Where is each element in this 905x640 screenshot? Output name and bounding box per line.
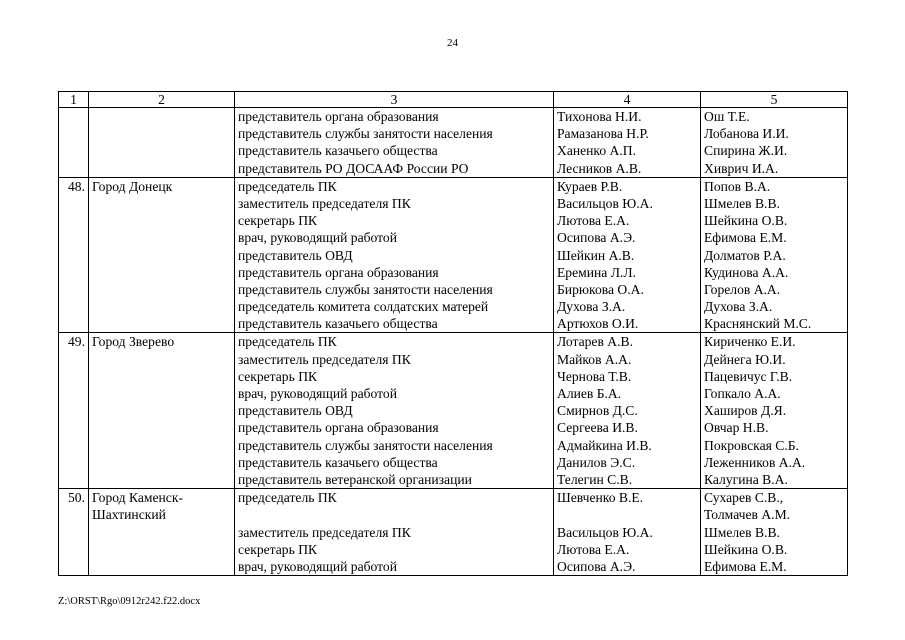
cell-line: представитель РО ДОСААФ России РО bbox=[238, 160, 469, 176]
cell-line: заместитель председателя ПК bbox=[238, 351, 411, 367]
cell-line: Кудинова А.А. bbox=[704, 264, 789, 280]
cell-line: Пацевичус Г.В. bbox=[704, 368, 793, 384]
cell-line: представитель службы занятости населения bbox=[238, 126, 493, 142]
header-cell: 4 bbox=[554, 92, 701, 108]
cell-line: председатель ПК bbox=[238, 334, 337, 350]
header-row bbox=[59, 92, 848, 108]
cell-line: Ош Т.Е. bbox=[704, 109, 750, 124]
cell-line: Шмелев В.В. bbox=[704, 524, 780, 540]
header-cell: 5 bbox=[701, 92, 848, 108]
cell-line bbox=[557, 506, 697, 523]
city-cell bbox=[89, 177, 235, 333]
cell-line: секретарь ПК bbox=[238, 541, 318, 557]
cell-line: представитель казачьего общества bbox=[238, 454, 438, 470]
cell-line: представитель службы занятости населения bbox=[238, 281, 493, 297]
cell-line: представитель службы занятости населения bbox=[238, 437, 493, 453]
cell-line: секретарь ПК bbox=[238, 213, 318, 229]
cell-line: Горелов А.А. bbox=[704, 281, 781, 297]
members-cell bbox=[554, 108, 701, 178]
city-cell bbox=[89, 108, 235, 178]
cell-line: Леженников А.А. bbox=[704, 454, 806, 470]
cell-line: врач, руководящий работой bbox=[238, 386, 397, 401]
cell-line: Город Зверево bbox=[92, 334, 175, 350]
city-cell bbox=[89, 489, 235, 576]
cell-line: Шмелев В.В. bbox=[704, 195, 780, 211]
cell-line: Адмайкина И.В. bbox=[557, 437, 652, 453]
reserves-cell bbox=[701, 489, 848, 576]
cell-line: Тихонова Н.И. bbox=[557, 109, 642, 124]
cell-line: Кириченко Е.И. bbox=[704, 334, 796, 350]
cell-line: Шевченко В.Е. bbox=[557, 490, 644, 506]
table-row bbox=[59, 177, 848, 333]
cell-line: Шахтинский bbox=[92, 507, 166, 523]
cell-line: Шейкина О.В. bbox=[704, 541, 788, 557]
cell-line: Артюхов О.И. bbox=[557, 316, 639, 332]
roles-cell bbox=[235, 333, 554, 489]
header-cell: 2 bbox=[89, 92, 235, 108]
cell-line: Алиев Б.А. bbox=[557, 386, 622, 401]
cell-line: заместитель председателя ПК bbox=[238, 195, 411, 211]
table-row bbox=[59, 489, 848, 576]
cell-line: Овчар Н.В. bbox=[704, 420, 769, 436]
cell-line: представитель органа образования bbox=[238, 264, 439, 280]
roles-cell bbox=[235, 108, 554, 178]
cell-line: Город Каменск- bbox=[92, 490, 183, 506]
cell-line: Хаширов Д.Я. bbox=[704, 403, 787, 419]
cell-line: Кураев Р.В. bbox=[557, 178, 623, 194]
cell-line: врач, руководящий работой bbox=[238, 230, 397, 246]
cell-line: Лобанова И.И. bbox=[704, 126, 789, 142]
cell-line: Рамазанова Н.Р. bbox=[557, 126, 649, 142]
cell-line: Толмачев А.М. bbox=[704, 507, 791, 523]
cell-line: председатель ПК bbox=[238, 178, 337, 194]
cell-line: Духова З.А. bbox=[704, 299, 773, 315]
roles-cell bbox=[235, 489, 554, 576]
cell-line: секретарь ПК bbox=[238, 368, 318, 384]
cell-line: Лотарев А.В. bbox=[557, 334, 633, 350]
cell-line: Хиврич И.А. bbox=[704, 160, 779, 176]
cell-line: Лютова Е.А. bbox=[557, 213, 630, 229]
header-cell: 3 bbox=[235, 92, 554, 108]
cell-line: Майков А.А. bbox=[557, 351, 632, 367]
cell-line: представитель казачьего общества bbox=[238, 316, 438, 332]
row-number-cell: 49. bbox=[59, 333, 89, 489]
cell-line: Ефимова Е.М. bbox=[704, 558, 787, 574]
roles-cell bbox=[235, 177, 554, 333]
cell-line: Попов В.А. bbox=[704, 178, 771, 194]
cell-line: Лесников А.В. bbox=[557, 160, 642, 176]
cell-line bbox=[238, 506, 550, 523]
row-number-cell: 50. bbox=[59, 489, 89, 576]
cell-line: председатель ПК bbox=[238, 490, 337, 506]
cell-line: представитель ОВД bbox=[238, 403, 353, 419]
cell-line: Покровская С.Б. bbox=[704, 437, 799, 453]
cell-line: Духова З.А. bbox=[557, 299, 626, 315]
cell-line: Васильцов Ю.А. bbox=[557, 524, 653, 540]
cell-line: представитель органа образования bbox=[238, 109, 439, 124]
cell-line: Сергеева И.В. bbox=[557, 420, 638, 436]
row-number-cell: 48. bbox=[59, 177, 89, 333]
members-cell bbox=[554, 333, 701, 489]
cell-line: Ефимова Е.М. bbox=[704, 230, 787, 246]
cell-line: представитель органа образования bbox=[238, 420, 439, 436]
cell-line: Васильцов Ю.А. bbox=[557, 195, 653, 211]
cell-line: Краснянский М.С. bbox=[704, 316, 812, 332]
cell-line: Долматов Р.А. bbox=[704, 247, 786, 263]
cell-line: Спирина Ж.И. bbox=[704, 143, 788, 159]
cell-line: Лютова Е.А. bbox=[557, 541, 630, 557]
cell-line: представитель казачьего общества bbox=[238, 143, 438, 159]
table-row bbox=[59, 108, 848, 178]
cell-line: Осипова А.Э. bbox=[557, 558, 636, 574]
cell-line: Дейнега Ю.И. bbox=[704, 351, 786, 367]
city-cell bbox=[89, 333, 235, 489]
members-cell bbox=[554, 489, 701, 576]
cell-line: представитель ОВД bbox=[238, 247, 353, 263]
cell-line: Гопкало А.А. bbox=[704, 386, 781, 401]
reserves-cell bbox=[701, 177, 848, 333]
file-path-footer: Z:\ORST\Rgo\0912r242.f22.docx bbox=[58, 596, 201, 607]
cell-line: Чернова Т.В. bbox=[557, 368, 632, 384]
cell-line: Город Донецк bbox=[92, 178, 173, 194]
cell-line: Данилов Э.С. bbox=[557, 454, 636, 470]
header-cell: 1 bbox=[59, 92, 89, 108]
cell-line: председатель комитета солдатских матерей bbox=[238, 299, 489, 315]
cell-line: Смирнов Д.С. bbox=[557, 403, 638, 419]
cell-line: Бирюкова О.А. bbox=[557, 281, 644, 297]
table-row bbox=[59, 333, 848, 489]
reserves-cell bbox=[701, 333, 848, 489]
reserves-cell bbox=[701, 108, 848, 178]
cell-line: заместитель председателя ПК bbox=[238, 524, 411, 540]
cell-line: Шейкина О.В. bbox=[704, 213, 788, 229]
members-cell bbox=[554, 177, 701, 333]
cell-line: врач, руководящий работой bbox=[238, 558, 397, 574]
commission-table bbox=[58, 91, 848, 576]
row-number-cell bbox=[59, 108, 89, 178]
cell-line: Телегин С.В. bbox=[557, 471, 633, 487]
cell-line: Осипова А.Э. bbox=[557, 230, 636, 246]
cell-line: представитель ветеранской организации bbox=[238, 471, 472, 487]
cell-line: Ханенко А.П. bbox=[557, 143, 636, 159]
cell-line: Шейкин А.В. bbox=[557, 247, 635, 263]
cell-line: Сухарев С.В., bbox=[704, 490, 784, 506]
cell-line: Калугина В.А. bbox=[704, 471, 788, 487]
page-number: 24 bbox=[447, 37, 458, 49]
cell-line: Еремина Л.Л. bbox=[557, 264, 636, 280]
